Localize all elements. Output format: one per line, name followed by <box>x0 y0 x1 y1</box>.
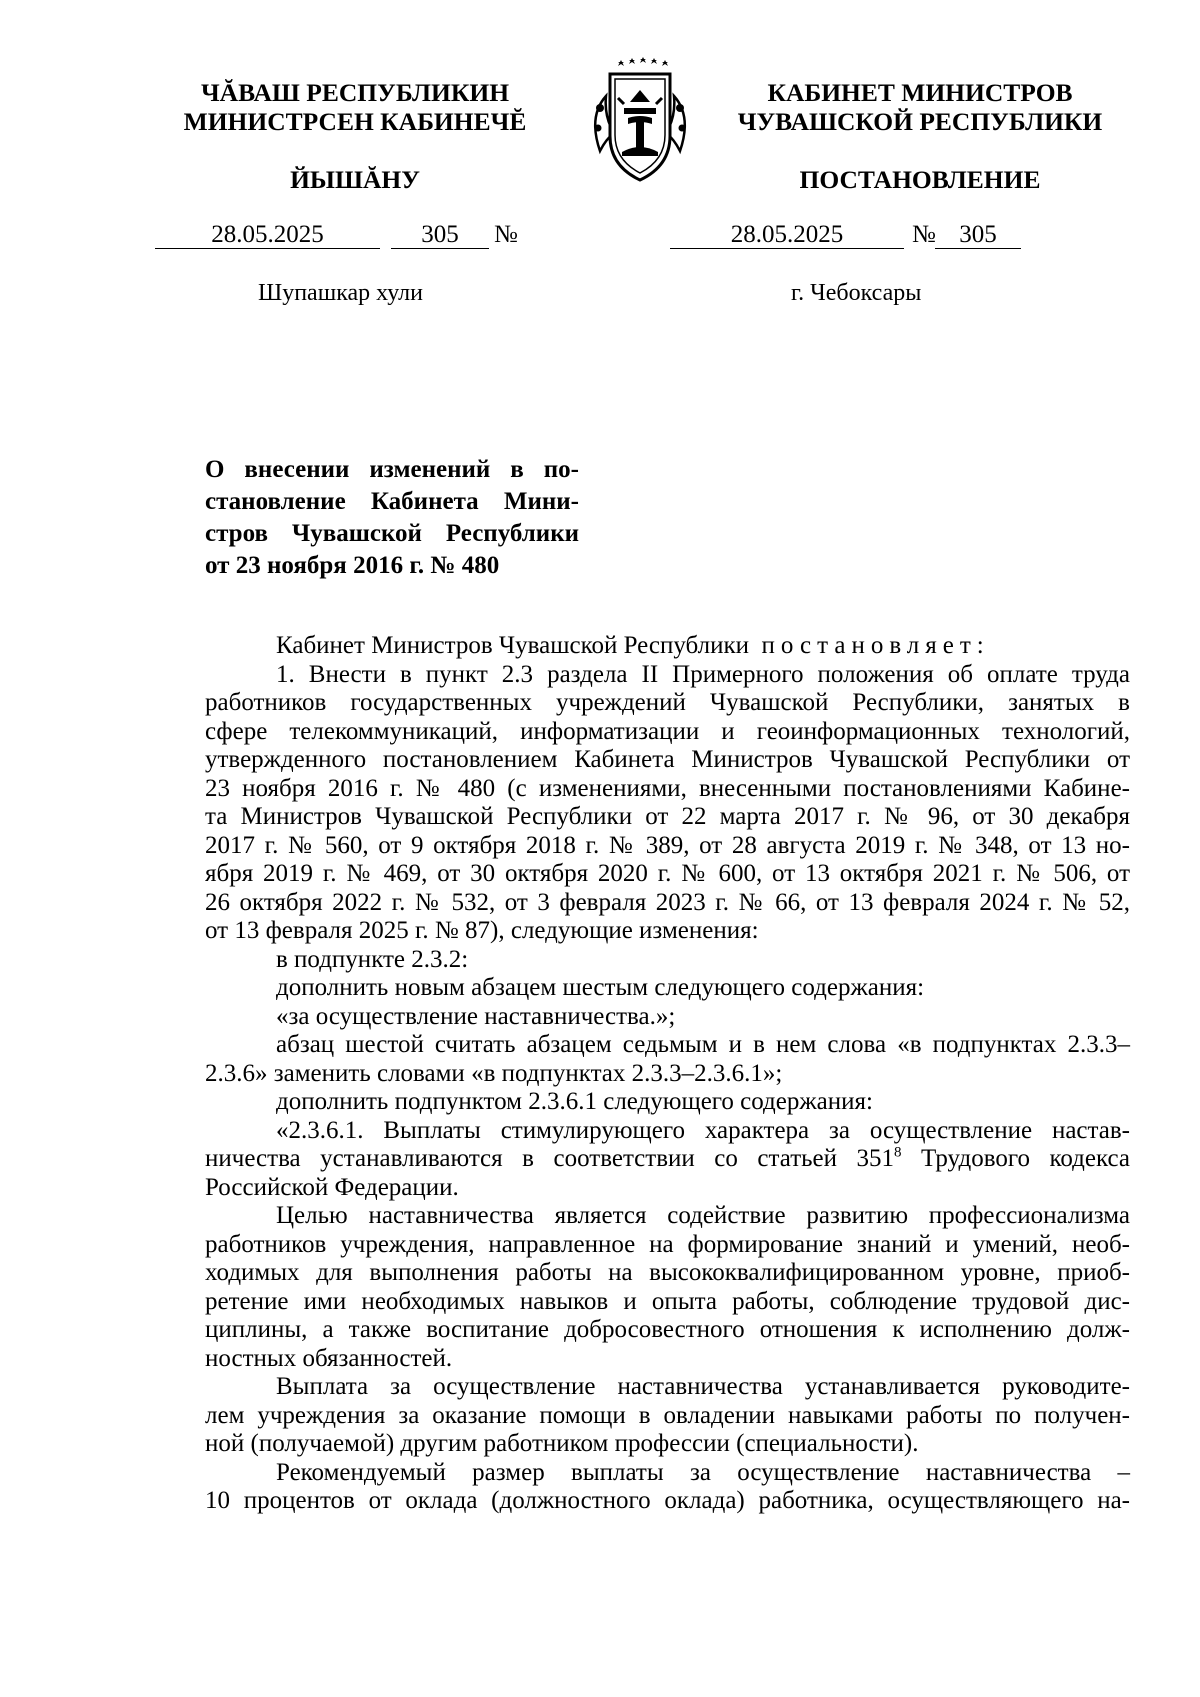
coat-of-arms-icon <box>576 56 704 188</box>
header-right-org <box>710 78 1130 136</box>
paragraph-line: «за осуществление наставничества.»; <box>276 1002 676 1030</box>
paragraph-line: ября 2019 г. № 469, от 30 октября 2020 г. № 600, от 13 октября 2021 г. № 506, от <box>205 860 1130 887</box>
header-right-org-line1: КАБИНЕТ МИНИСТРОВ <box>767 78 1073 107</box>
paragraph-line: ной (получаемой) другим работником профессии (специальности). <box>205 1430 919 1457</box>
paragraph-line: 2017 г. № 560, от 9 октября 2018 г. № 389, от 28 августа 2019 г. № 348, от 13 но- <box>205 831 1130 859</box>
header-left-doc-type: ЙЫШĂНУ <box>290 165 420 194</box>
document-subject <box>205 454 579 582</box>
article-superscript: 8 <box>894 1144 902 1161</box>
preamble-text: Кабинет Министров Чувашской Республики <box>276 632 750 659</box>
paragraph-line: «2.3.6.1. Выплаты стимулирующего характера за осуществление настав- <box>276 1116 1130 1144</box>
quote-text: Трудового кодекса <box>901 1145 1130 1172</box>
paragraph-line: работников учреждения, направленное на формирование знаний и умений, необ- <box>205 1230 1130 1258</box>
left-number-sign: № <box>494 221 518 248</box>
document-body <box>205 632 1130 1516</box>
left-date-field: 28.05.2025 <box>155 222 380 249</box>
paragraph-line: сфере телекоммуникаций, информатизации и геоинформационных технологий, <box>205 717 1130 745</box>
paragraph-line: ретение ими необходимых навыков и опыта работы, соблюдение трудовой дис- <box>205 1287 1130 1315</box>
paragraph-line: работников государственных учреждений Чувашской Республики, занятых в <box>205 689 1130 716</box>
right-number-field: 305 <box>935 222 1021 249</box>
paragraph-line: от 13 февраля 2025 г. № 87), следующие изменения: <box>205 917 759 944</box>
header-right-org-line2: ЧУВАШСКОЙ РЕСПУБЛИКИ <box>737 107 1103 136</box>
left-number-field: 305 <box>391 222 489 249</box>
paragraph-line: ходимых для выполнения работы на высококвалифицированном уровне, приоб- <box>205 1259 1130 1286</box>
paragraph-line: Российской Федерации. <box>205 1173 459 1201</box>
paragraph-line: 23 ноября 2016 г. № 480 (с изменениями, внесенными постановлениями Кабине- <box>205 774 1130 802</box>
left-city: Шупашкар хули <box>258 280 423 306</box>
paragraph-line: в подпункте 2.3.2: <box>276 945 469 973</box>
paragraph-line: 26 октября 2022 г. № 532, от 3 февраля 2023 г. № 66, от 13 февраля 2024 г. № 52, <box>205 888 1130 916</box>
right-number-sign: № <box>912 221 936 248</box>
preamble-verb: постановляет: <box>761 632 990 659</box>
paragraph-line: утвержденного постановлением Кабинета Министров Чувашской Республики от <box>205 746 1130 773</box>
preamble <box>205 632 1130 661</box>
header-left-org-line2: МИНИСТРСЕН КАБИНЕЧĔ <box>183 107 527 136</box>
subject-line: О внесении изменений в по- <box>205 456 579 483</box>
paragraph-line-with-superscript <box>205 1145 1130 1174</box>
header-left-org <box>150 78 560 136</box>
paragraph-line: циплины, а также воспитание добросовестного отношения к исполнению долж- <box>205 1316 1130 1343</box>
paragraph-line: Рекомендуемый размер выплаты за осуществление наставничества – <box>276 1458 1130 1486</box>
coat-of-arms-emblem <box>576 56 704 188</box>
paragraph-line: лем учреждения за оказание помощи в овладении навыками работы по получен- <box>205 1401 1130 1429</box>
paragraph-line: дополнить подпунктом 2.3.6.1 следующего содержания: <box>276 1088 873 1115</box>
subject-line: стров Чувашской Республики <box>205 520 579 547</box>
paragraph-line: Выплата за осуществление наставничества устанавливается руководите- <box>276 1373 1130 1400</box>
header-right-doc-type: ПОСТАНОВЛЕНИЕ <box>799 165 1041 194</box>
right-city: г. Чебоксары <box>791 280 922 306</box>
header-left-org-line1: ЧĂВАШ РЕСПУБЛИКИН <box>200 78 510 107</box>
subject-line: становление Кабинета Мини- <box>205 488 579 515</box>
paragraph-line: та Министров Чувашской Республики от 22 марта 2017 г. № 96, от 30 декабря <box>205 803 1130 830</box>
paragraph-line: ностных обязанностей. <box>205 1344 453 1372</box>
paragraph-line: 10 процентов от оклада (должностного оклада) работника, осуществляющего на- <box>205 1487 1130 1514</box>
paragraph-line: абзац шестой считать абзацем седьмым и в нем слова «в подпунктах 2.3.3– <box>276 1031 1130 1058</box>
paragraph-line: дополнить новым абзацем шестым следующего содержания: <box>276 974 925 1001</box>
quote-text: ничества устанавливаются в соответствии со статьей 351 <box>205 1145 895 1172</box>
right-date-field: 28.05.2025 <box>670 222 904 249</box>
paragraph-line: Целью наставничества является содействие развитию профессионализма <box>276 1202 1130 1229</box>
subject-line: от 23 ноября 2016 г. № 480 <box>205 552 500 579</box>
paragraph-line: 1. Внести в пункт 2.3 раздела II Примерного положения об оплате труда <box>276 660 1130 688</box>
paragraph-line: 2.3.6» заменить словами «в подпунктах 2.3.3–2.3.6.1»; <box>205 1059 783 1087</box>
